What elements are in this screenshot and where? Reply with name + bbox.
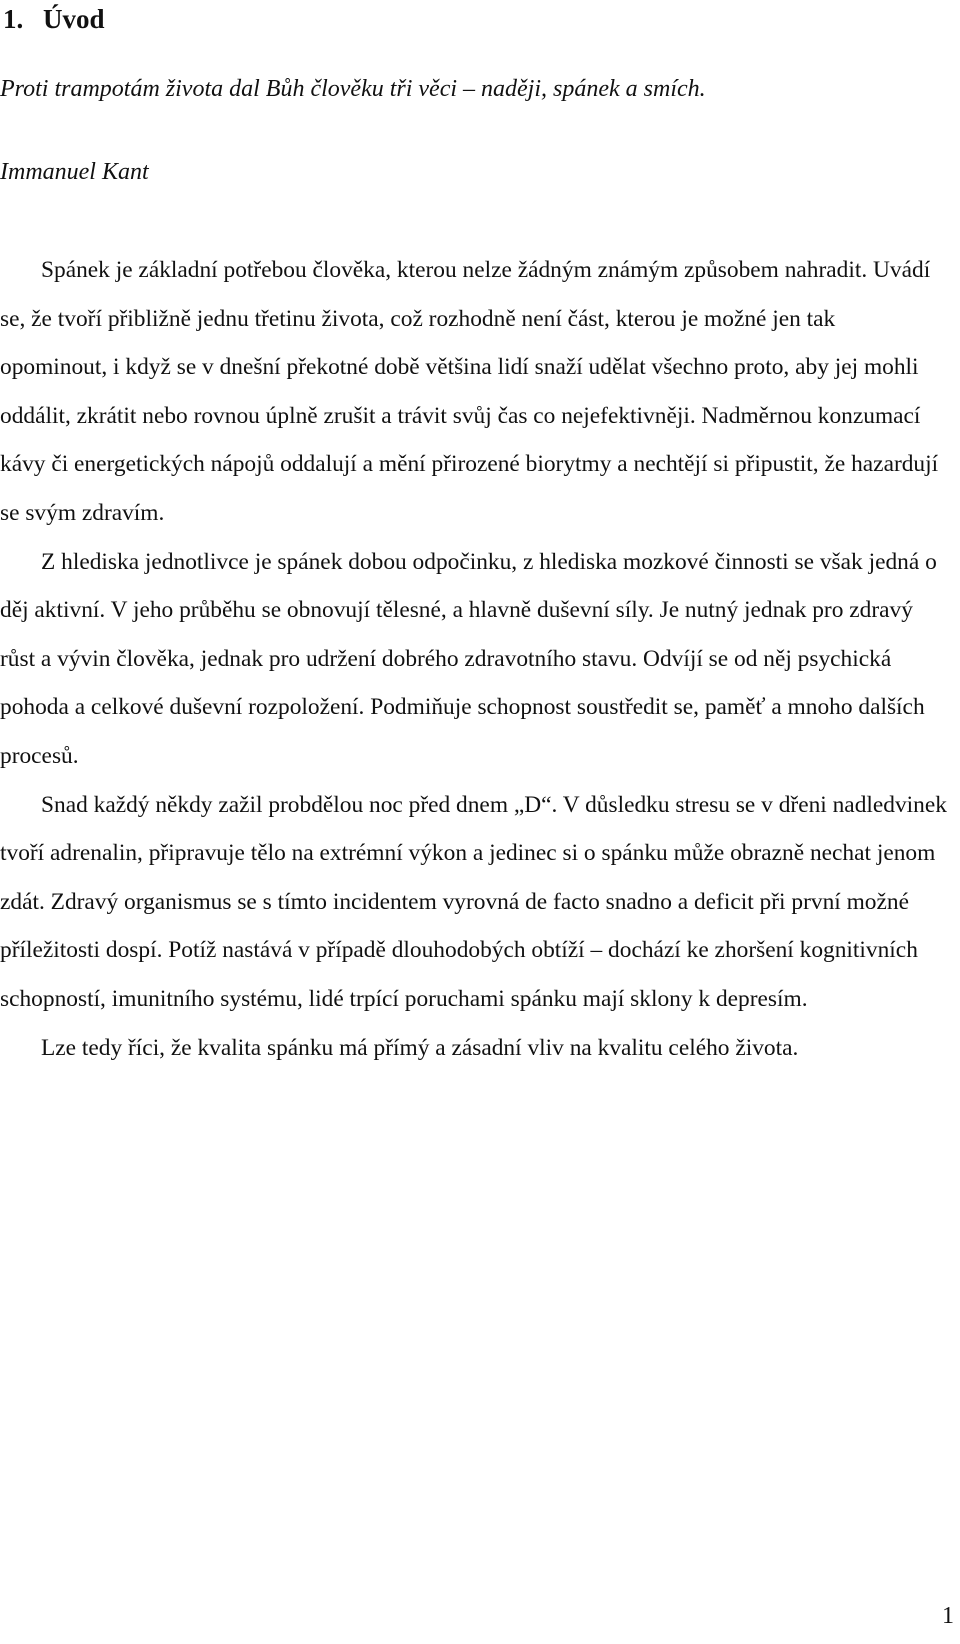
body-text (0, 246, 947, 1072)
section-heading (3, 0, 105, 38)
page-number: 1 (942, 1603, 954, 1629)
paragraph: Z hlediska jednotlivce je spánek dobou odpočinku, z hlediska mozkové činnosti se však jedná o děj aktivní. V jeho průběhu se obnovují tělesné, a hlavně duševní síly. Je nutný jednak pro zdravý růst a vývin člověka, jednak pro udržení dobrého zdravotního stavu. Odvíjí se od něj psychická pohoda a celkové duševní rozpoložení. Podmiňuje schopnost soustředit se, paměť a mnoho dalších procesů. (0, 548, 937, 769)
paragraph: Lze tedy říci, že kvalita spánku má přímý a zásadní vliv na kvalitu celého života. (41, 1034, 799, 1061)
paragraph: Spánek je základní potřebou člověka, kterou nelze žádným známým způsobem nahradit. Uvádí se, že tvoří přibližně jednu třetinu života, což rozhodně není část, kterou je možné jen tak opominout, i když se v dnešní překotné době většina lidí snaží udělat všechno proto, aby jej mohli oddálit, zkrátit nebo rovnou úplně zrušit a trávit svůj čas co nejefektivněji. Nadměrnou konzumací kávy či energetických nápojů oddalují a mění přirozené biorytmy a nechtějí si připustit, že hazardují se svým zdravím. (0, 257, 939, 526)
paragraph: Snad každý někdy zažil probdělou noc před dnem „D“. V důsledku stresu se v dřeni nadledvinek tvoří adrenalin, připravuje tělo na extrémní výkon a jedinec si o spánku může obrazně nechat jenom zdát. Zdravý organismus se s tímto incidentem vyrovná de facto snadno a deficit při první možné příležitosti dospí. Potíž nastává v případě dlouhodobých obtíží – dochází ke zhoršení kognitivních schopností, imunitního systému, lidé trpící poruchami spánku mají sklony k depresím. (0, 791, 947, 1012)
epigraph-quote: Proti trampotám života dal Bůh člověku tři věci – naději, spánek a smích. (0, 76, 706, 102)
epigraph-author: Immanuel Kant (0, 159, 149, 185)
section-number: 1. (3, 4, 24, 34)
section-title: Úvod (43, 4, 105, 34)
